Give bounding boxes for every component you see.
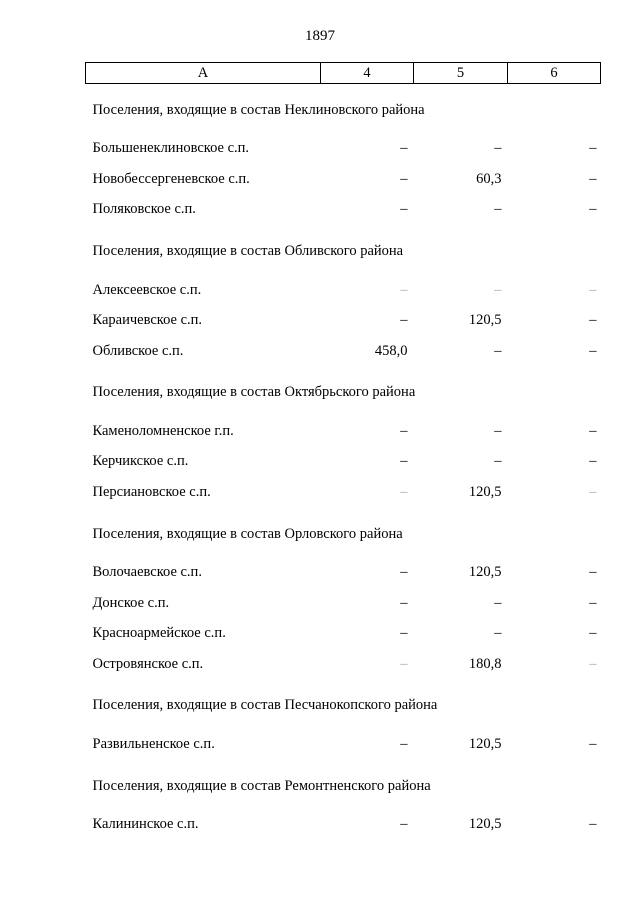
group-title: Поселения, входящие в состав Ремонтненского района — [92, 777, 431, 794]
table-row — [86, 447, 601, 478]
value-col-6: – — [589, 140, 597, 157]
page-number: 1897 — [305, 28, 335, 44]
table-row-group-header — [86, 508, 601, 558]
value-col-5: 120,5 — [468, 484, 502, 501]
value-col-4: 458,0 — [374, 342, 408, 359]
settlement-name: Большенеклиновское с.п. — [92, 140, 250, 157]
value-col-6: – — [589, 816, 597, 833]
table-row — [86, 588, 601, 619]
value-col-6: – — [589, 484, 597, 501]
table-row — [86, 649, 601, 680]
budget-table — [85, 62, 601, 840]
table-row — [86, 275, 601, 306]
table-row-group-header — [86, 680, 601, 730]
table-row — [86, 195, 601, 226]
table-row — [86, 134, 601, 165]
settlement-name: Обливское с.п. — [92, 342, 184, 359]
value-col-6: – — [589, 312, 597, 329]
table-row-group-header — [86, 225, 601, 275]
settlement-name: Новобессергеневское с.п. — [92, 170, 250, 187]
value-col-5: 180,8 — [468, 655, 502, 672]
table-row — [86, 164, 601, 195]
header-col-6: 6 — [508, 63, 601, 84]
settlement-name: Волочаевское с.п. — [92, 564, 202, 581]
value-col-4: – — [400, 816, 408, 833]
group-title: Поселения, входящие в состав Обливского района — [92, 243, 404, 260]
value-col-4: – — [400, 422, 408, 439]
value-col-5: – — [494, 140, 502, 157]
value-col-4: – — [400, 655, 408, 672]
table-row — [86, 336, 601, 367]
value-col-5: – — [494, 422, 502, 439]
settlement-name: Караичевское с.п. — [92, 312, 203, 329]
value-col-6: – — [589, 625, 597, 642]
group-title: Поселения, входящие в состав Неклиновского района — [92, 101, 425, 118]
settlement-name: Каменоломненское г.п. — [92, 422, 234, 439]
value-col-5: 120,5 — [468, 312, 502, 329]
group-title: Поселения, входящие в состав Октябрьского района — [92, 384, 416, 401]
settlement-name: Персиановское с.п. — [92, 484, 211, 501]
value-col-6: – — [589, 594, 597, 611]
table-header-row — [86, 63, 601, 84]
value-col-4: – — [400, 625, 408, 642]
settlement-name: Поляковское с.п. — [92, 201, 196, 218]
table-body — [86, 84, 601, 840]
value-col-4: – — [400, 201, 408, 218]
table-row-group-header — [86, 84, 601, 134]
table-row — [86, 557, 601, 588]
value-col-5: – — [494, 281, 502, 298]
value-col-6: – — [589, 564, 597, 581]
table-row — [86, 729, 601, 760]
value-col-6: – — [589, 170, 597, 187]
value-col-5: – — [494, 594, 502, 611]
value-col-6: – — [589, 655, 597, 672]
value-col-4: – — [400, 281, 408, 298]
value-col-4: – — [400, 736, 408, 753]
value-col-6: – — [589, 281, 597, 298]
value-col-6: – — [589, 422, 597, 439]
table-row — [86, 619, 601, 650]
settlement-name: Калининское с.п. — [92, 816, 199, 833]
settlement-name: Развильненское с.п. — [92, 736, 215, 753]
value-col-4: – — [400, 484, 408, 501]
table-row — [86, 477, 601, 508]
value-col-6: – — [589, 201, 597, 218]
settlement-name: Красноармейское с.п. — [92, 625, 226, 642]
value-col-4: – — [400, 140, 408, 157]
header-col-4: 4 — [321, 63, 414, 84]
value-col-4: – — [400, 170, 408, 187]
value-col-4: – — [400, 312, 408, 329]
value-col-6: – — [589, 736, 597, 753]
value-col-4: – — [400, 594, 408, 611]
value-col-4: – — [400, 564, 408, 581]
group-title: Поселения, входящие в состав Орловского района — [92, 525, 403, 542]
settlement-name: Донское с.п. — [92, 594, 170, 611]
value-col-4: – — [400, 453, 408, 470]
value-col-5: 120,5 — [468, 816, 502, 833]
table-row-group-header — [86, 367, 601, 417]
value-col-5: 120,5 — [468, 564, 502, 581]
table-row — [86, 416, 601, 447]
settlement-name: Алексеевское с.п. — [92, 281, 202, 298]
value-col-5: 60,3 — [476, 170, 502, 187]
header-col-5: 5 — [414, 63, 508, 84]
value-col-6: – — [589, 453, 597, 470]
value-col-5: – — [494, 625, 502, 642]
value-col-5: – — [494, 453, 502, 470]
table-row-group-header — [86, 760, 601, 810]
header-col-a: А — [86, 63, 321, 84]
value-col-5: 120,5 — [468, 736, 502, 753]
value-col-6: – — [589, 342, 597, 359]
value-col-5: – — [494, 201, 502, 218]
settlement-name: Островянское с.п. — [92, 655, 204, 672]
table-row — [86, 305, 601, 336]
table-row — [86, 809, 601, 840]
value-col-5: – — [494, 342, 502, 359]
group-title: Поселения, входящие в состав Песчанокопского района — [92, 697, 438, 714]
settlement-name: Керчикское с.п. — [92, 453, 189, 470]
